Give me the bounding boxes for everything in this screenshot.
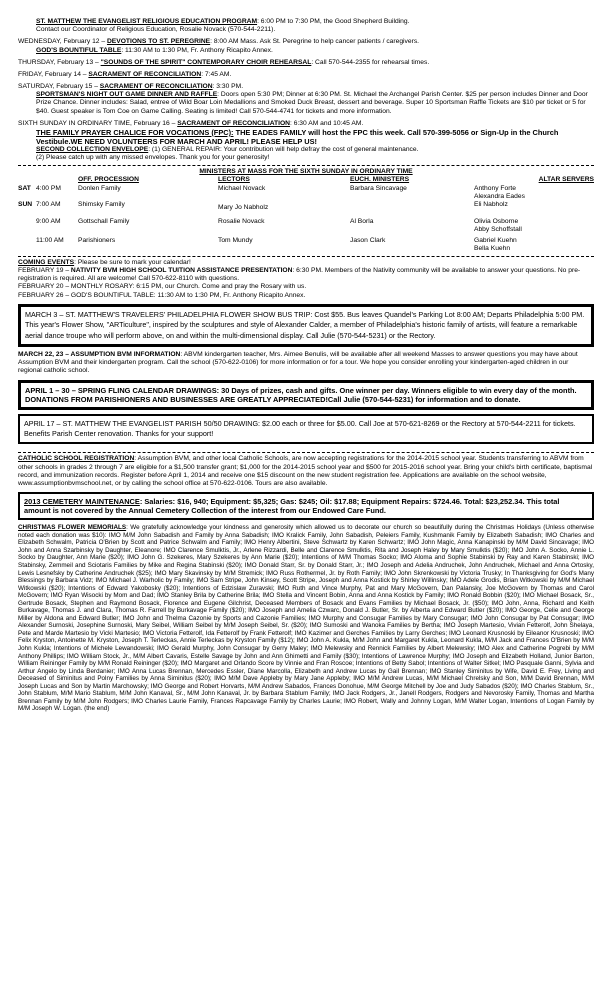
row-proc: Gottschall Family — [78, 218, 130, 226]
friday-announcement — [18, 71, 594, 79]
feb20-event: FEBRUARY 20 – MONTHLY ROSARY: 6:15 PM, our Church. Come and pray the Rosary with us. — [18, 283, 307, 291]
row-euch: Barbara Sincavage — [350, 184, 407, 192]
row-lector: Mary Jo Nabholz — [218, 203, 269, 211]
feb19-day: FEBRUARY 19 – — [18, 267, 71, 275]
ministers-header-row — [18, 176, 594, 184]
row-altar: Abby Schoffstall — [474, 226, 522, 234]
table-row — [18, 245, 594, 253]
wed-title-2: GOD'S BOUNTIFUL TABLE — [36, 46, 122, 54]
row-time: 7:00 AM — [36, 200, 61, 208]
fri-title: SACRAMENT OF RECONCILIATION — [88, 70, 202, 78]
ccd-text: : 6:00 PM to 7:30 PM, the Good Shepherd Building. — [257, 18, 410, 25]
row-altar: Eli Nabholz — [474, 200, 508, 208]
second-text: : (1) GENERAL REPAIR: Your contribution will help defray the cost of general maintenance. — [148, 145, 419, 153]
row-day: SUN — [18, 200, 33, 208]
sat-title: SACRAMENT OF RECONCILIATION — [99, 83, 213, 91]
wed-text: : 8:00 AM Mass. Ask St. Peregrine to help cancer patients / caregivers. — [210, 38, 420, 46]
row-altar: Gabriel Kuehn — [474, 236, 517, 244]
thu-text: : Call 570-544-2355 for rehearsal times. — [311, 58, 430, 66]
assumption-info — [18, 351, 594, 376]
sports-text: : Doors open 5:30 PM; Dinner at 6:30 PM. St. Michael the Archangel Parish Center. $25 per person includes Dinner and Door Prize Chance. Dinner includes: Salad, entree of Wild Boar Loin Medallions and Smoked Duck Breast, dessert and beverage. Super 10 Sportsman Raffle Tickets are $10 per ticket or 5 for $40. Guest speaker is Tom Coe on Game Calling. Seating is limited! Call 570-544-4741 for tickets and more information. — [36, 91, 588, 115]
row-altar: Alexandra Eades — [474, 192, 525, 200]
feb26-event: FEBRUARY 26 – GOD'S BOUNTIFUL TABLE: 11:30 AM to 1:30 PM, Fr. Anthony Ricapito Annex. — [18, 291, 306, 299]
cemetery-box — [18, 492, 594, 520]
row-proc: Donlen Family — [78, 184, 121, 192]
header-euch: EUCH. MINISTERS — [350, 176, 410, 184]
wed-day: WEDNESDAY, February 12 – — [18, 38, 107, 46]
coming-events-intro — [18, 259, 594, 267]
sportsman-announcement — [18, 91, 594, 116]
fri-day: FRIDAY, February 14 – — [18, 70, 89, 78]
ccd-text-2: Contact our Coordinator of Religious Education, Rosalie Novack (570-544-2211). — [36, 26, 276, 34]
feb19-text: : 6:30 PM. Members of the Nativity community will be available to answer your questions. No pre-registration is required. All are welcome! Call 570-622-8110 with questions. — [18, 267, 581, 283]
flowers-title: CHRISTMAS FLOWER MEMORIALS — [18, 524, 127, 532]
cemetery-title: 2013 CEMETERY MAINTENANCE — [24, 497, 140, 507]
prayer-chalice — [18, 128, 594, 146]
spring-fling-text: APRIL 1 – 30 – SPRING FLING CALENDAR DRAWINGS: 30 Days of prizes, cash and gifts. One winner per day. Winners eligible to win every day of the month. DONATIONS FROM PARISHIONERS AND BUSINESSES ARE GREATLY APPRECIATED!Call Julie (570-544-5231) for information and to donate. — [25, 385, 577, 404]
fifty-fifty-text: APRIL 17 – ST. MATTHEW THE EVANGELIST PARISH 50/50 DRAWING: $2.00 each or three for $5.00. Call Joe at 570-621-8269 or the Rectory at 570-544-2211 for tickets. Benefits Parish Center renovation. Thanks for your support! — [24, 418, 576, 439]
flower-show-box — [18, 304, 594, 347]
row-lector: Rosalie Novack — [218, 218, 265, 226]
ministers-table — [18, 176, 594, 252]
school-text: : Assumption BVM, and other local Catholic Schools, are now accepting registrations for the 2014-2015 school year. Students transferring to ABVM from other schools in grades 2 through 7 are eligible for a $1,500 transfer grant; $1,000 for the 2014-2015 school year and $500 for 2015-2016 school year. Bring your child's birth certificate, baptismal record, and immunization records. Register before April 1, 2014 and receive one $15 discount on the new student registration fee. Applications are available on the school website, www.assumptionbvmschool.net, or by calling the school office at 570-622-0106. Tours are also available. — [18, 455, 593, 487]
feb19-title: NATIVITY BVM HIGH SCHOOL TUITION ASSISTANCE PRESENTATION — [70, 267, 293, 275]
christmas-flowers — [18, 524, 594, 713]
bulletin-page — [18, 18, 594, 713]
ministers-title: MINISTERS AT MASS FOR THE SIXTH SUNDAY IN ORDINARY TIME — [199, 168, 413, 176]
school-title: CATHOLIC SCHOOL REGISTRATION — [18, 455, 135, 463]
wed-title: DEVOTIONS TO ST. PEREGRINE — [106, 38, 211, 46]
divider — [18, 165, 594, 166]
assumption-title: MARCH 22, 23 – ASSUMPTION BVM INFORMATION — [18, 351, 181, 359]
header-altar: ALTAR SERVERS — [538, 176, 594, 184]
sunday-announcement — [18, 120, 594, 128]
second-collection — [18, 146, 594, 162]
row-time: 9:00 AM — [36, 218, 61, 226]
row-time: 11:00 AM — [36, 236, 64, 244]
sat-text: : 3:30 PM. — [212, 83, 244, 91]
bountiful-table-announcement — [18, 47, 594, 55]
cemetery-info — [24, 497, 588, 515]
sat-day: SATURDAY, February 15 – — [18, 83, 100, 91]
table-row — [18, 201, 594, 212]
table-row — [18, 226, 594, 234]
header-lectors: LECTORS — [218, 176, 250, 184]
row-altar: Olivia Osborne — [474, 218, 519, 226]
row-day: SAT — [18, 184, 31, 192]
row-altar: Bella Kuehn — [474, 244, 511, 252]
row-lector: Tom Mundy — [218, 236, 253, 244]
second-text-2: (2) Please catch up with any missed envelopes. Thank you for your generosity! — [36, 154, 270, 162]
sun-title: SACRAMENT OF RECONCILIATION — [177, 119, 291, 127]
row-euch: Jason Clark — [350, 236, 386, 244]
wed-text-2: : 11:30 AM to 1:30 PM, Fr. Anthony Ricapito Annex. — [121, 46, 273, 54]
coming-title: COMING EVENTS — [18, 258, 75, 266]
sports-title: SPORTSMAN'S NIGHT OUT GAME DINNER AND RAFFLE — [36, 91, 218, 99]
table-row — [18, 185, 594, 193]
flowers-text: : We gratefully acknowledge your kindness and generosity which allowed us to decorate our church so beautifully during the Christmas Holidays (Unless otherwise noted each donation was $10): IMO M/M John Sabadish and Family by Anna Sabadish; IMO Kralick Family, John Sabadish, Peleiers Family, Kushmanik Family by Elizabeth Sabadish; IMO Charles and Elizabeth Schwalm, Patricia O'Brien by Scott and Patrice Schwalm and Family; IMO Henry Albertini, Steve Schwartz by Karen Schwartz; IMO John Magic, Anna Kanapinski by M/M David Sincavage; IMO John and Anna Szarbinsky by Daughter, Eleanore; IMO Clarence Smulktis, Jr., Arlene Rizzardi, Belle and Clarence Smulktis, Rita and Joseph Haley by Mary Smulktis ($20); IMO John A. Socko, Annie L. Socko by Daughter, Ann Marie ($20); IMO John G. Szekeres, Mary Szekeres by Ann Marie ($20); Intentions of M/M Thomas Socko; IMO Aloma and Sophie Stabinski by Ray and Karen Stabinski; IMO Stabinsky, Zemmeil and Sciotaris Families by Mike and Regina Stabinski ($20); IMO Donald Starr, Sr. by Donald Starr, Jr.; IMO Joseph and Adelia Andruchek, John Andruchek, Michael and Anna Ortosky, Lewis Lesnefsky by Catherine Andruchek ($25); IMO Mary Skavinsky by M/M Stremick; IMO Russ Rothermel, Jr. by Roth Family; IMO John Skrenkowski by Victoria Trusky; In Thanksgiving for God's Many Blessings by Barbara Vidz; IMO Michael J. Warholic by Family; IMO Sam Stripe, John Kinsey, Scott Stripe, Joseph and Anna Kostick by Shirley Willinsky; IMO Adele Grodis, Brian Witkowski by M/M Michael Witkowski ($20); Intentions of Edward Yakobosky ($20); Intentions of Edzislaw Zuravski; IMO Ruth and Vince Murphy, Pat and Mary McGovern, Dan Palansky, Joe McGovern by Thomas and Carol McGovern; IMO Ryan Wisocki by Mom and Dad; IMO Stanley Brila by Catherine Brila; IMO Stella and Vincent Bobin, Anna and Anna Kostick by Family; IMO Ronald Bobbin ($20); IMO Michael Bosack, Sr., Gertrude Bosack, Stephen and Raymond Bosack, Florence and Eugene Gilchrist, Deceased Members of Bosack and Evans Families by Michael Bosack, Jr. ($50); IMO John, Anna, Richard and Keith Burkavage, Thomas J. and Clara, Thomas R. Farrell by Burkavage Family ($20); IMO Joseph and Amelia Czwarc, Donald J. Butler, Sr. by Alberta and Edward Butler ($20); IMO George, Celie and George Miller by Aldona and Edward Butler; IMO John and Thelma Cazonie by Sports and Cazonie Families; IMO Murphy and Consugar Families by Mary Consugar; IMO John Consugar by Pat Consugar; IMO Alexander Surnoski, Josephine Surnoski, Mary Seibel, William Seibel by M/M Joseph Seibel, Sr. ($20); IMO Sumoski and Wanoka Families by Bertha; IMO Joseph Martesio, Vivian Fetterolf, John Shelaya, Pete and Marde Martesio by Vicki Martesio; IMO Victoria Fetterolf, Ida Fetterolf by Frank Fetterolf; IMO Kazimer and Gerches Families by Larry Gerches; IMO Leonard Krusnoski by Eileanor Krusnoski; IMO Felix Kryston, Antoinette M. Kryston, Joseph T. Terleckas, Annie Terleckas by Kryston Family ($12); IMO John A. Kukla, M/M John and Margaret Kukla, Leonard Kukla, M/M Jack and Frances O'Brien by M/M John Kukla; Intentions of Michele Lewandowski; IMO Gerald Murphy, John Consugar by Gerry Maley; IMO Melewsky and Rennick Families by Albert Melewsky; IMO Alex and Catherine Pogrebi by M/M Anthony Phillips; IMO William Stock, Jr., M/M Albert Cavaris, Estelle Savage by John and Ann Ghimetti and Family ($30); Intentions of Lawrence Murphy; IMO Joseph and Elizabeth Holland, Junior Barton, William Reininger Family by M/M Ronald Reininger ($20); IMO Margaret and Orlando Score by Vinnie and Fran Roscoe; Intentions of Betty Sabol; Intentions of Walter Sitkel; IMO Pasquale Ganni, Sylvia and Arthur Angelo by Linda Berdanier; IMO Anna Lucas Brennan, Mercedes Essler, Diane Marcolla, Elizabeth and Andrew Lucas by Gail Brennan; IMO Stanley Siminitus by Wife, David E. Frey, Living and Deceased of Siminitus and Polny Families by Anna Siminitus ($20); IMO M/M Dave Appleby by Mary Jane Appleby; IMO M/M Andrew Lucas, M/M Michael Chrelsky and Son, M/M David Brennan, M/M Joseph Lucas and Son by Martin Marchowsky; IMO George and Robert Horvarts, M/M Andrew Sabados, Frances Donohue, M/M George Mitchell by Joe and Judy Sabados ($20); IMO Charles Stablum, Sr., John Stablum, M/M Mario Stablum, M/M John Kanaval, Sr., M/M John Kanaval, Jr. by Barbara Stablum Family; IMO Jack Rodgers, Jr., Janell Rodgers, Rodgers and Nevorosky Family, Thomas and Martha Brennan Family by M/M John Rodgers; IMO Charles Laurie Family, Frances Rapcavage Family by Charles Laurie; IMO Robert, Wally and Johnny Logan, M/M Walter Logan, Intentions of Logan Family by M/M Joseph W. Logan. (the end) — [18, 524, 594, 713]
saturday-announcement — [18, 83, 594, 91]
thu-day: THURSDAY, February 13 – — [18, 58, 101, 66]
ccd-title: ST. MATTHEW THE EVANGELIST RELIGIOUS EDUCATION PROGRAM — [36, 18, 258, 25]
thursday-announcement — [18, 59, 594, 67]
row-time: 4:00 PM — [36, 184, 61, 192]
prayer-text: THE EADES FAMILY will host the FPC this week. Call 570-399-5056 or Sign-Up in the Church Vestibule.WE NEED VOLUNTEERS FOR MARCH AND APRIL! PLEASE HELP US! — [36, 127, 559, 146]
row-lector: Michael Novack — [218, 184, 266, 192]
table-row — [18, 212, 594, 226]
row-proc: Parishioners — [78, 236, 116, 244]
sun-text: : 6:30 AM and 10:45 AM. — [290, 119, 364, 127]
sun-day: SIXTH SUNDAY IN ORDINARY TIME, February 16 – — [18, 119, 178, 127]
feb19-event — [18, 267, 594, 283]
divider — [18, 452, 594, 453]
prayer-title: THE FAMILY PRAYER CHALICE FOR VOCATIONS (FPC): — [36, 127, 234, 137]
assumption-text: : ABVM kindergarten teacher, Mrs. Aimee Benulis, will be available after all weekend Masses to answer questions you may have about Assumption BVM and their kindergarten program. Call the school (570-622-0106) for more information or for a tour. We hope you consider enrolling your kindergarten-aged children in our regional catholic school. — [18, 351, 578, 375]
fifty-fifty-box — [18, 414, 594, 445]
table-row — [18, 193, 594, 201]
row-altar: Anthony Forte — [474, 184, 517, 192]
wednesday-announcement — [18, 38, 594, 46]
flower-show-text: MARCH 3 – ST. MATTHEW'S TRAVELERS' PHILADELPHIA FLOWER SHOW BUS TRIP: Cost $55. Bus leaves Quandel's Parking Lot 8:00 AM; Departs Philadelphia 5:00 PM. This year's Flower Show, "ARTiculture", inspired by the sculptures and style of Alexander Calder, a member of Philadelphia's historic family of artists, will feature a remarkable aerial dance troupe who will perform above, on and within the multi-dimensional display. Call Julie (570-544-5231) or the Rectory. — [25, 309, 585, 340]
coming-intro: : Please be sure to mark your calendar! — [74, 258, 191, 266]
row-euch: Al Borla — [350, 218, 374, 226]
table-row — [18, 235, 594, 245]
school-registration — [18, 455, 594, 488]
thu-title: "SOUNDS OF THE SPIRIT" CONTEMPORARY CHOIR REHEARSAL — [100, 58, 312, 66]
divider — [18, 256, 594, 257]
row-proc: Shimsky Family — [78, 200, 125, 208]
ccd-announcement — [18, 18, 594, 34]
second-title: SECOND COLLECTION ENVELOPE — [36, 145, 149, 153]
header-procession: OFF. PROCESSION — [78, 176, 139, 184]
spring-fling-box — [18, 380, 594, 410]
cemetery-text: : Salaries: $16, 940; Equipment: $5,325; Gas: $245; Oil: $17.88; Equipment Repairs: $724.46. Total: $23,252.34. This total amount is not covered by the Annual Cemetery Collection of the interest from our Endowed Care Fund. — [24, 497, 560, 516]
fri-text: : 7:45 AM. — [201, 70, 232, 78]
